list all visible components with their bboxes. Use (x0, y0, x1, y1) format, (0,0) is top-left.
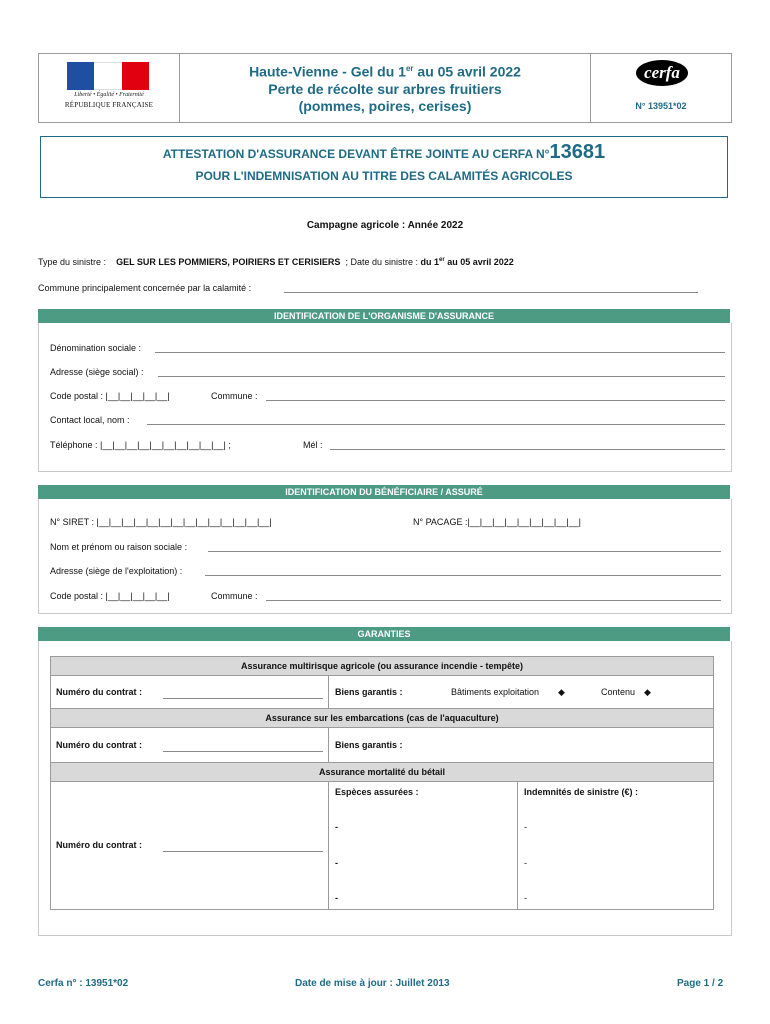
multirisque-contrat-field[interactable] (163, 698, 323, 699)
especes-cell (328, 781, 518, 910)
benef-nom-field[interactable] (208, 551, 721, 552)
org-contact-label: Contact local, nom : (50, 415, 130, 425)
especes-dash-3[interactable]: - (335, 893, 338, 903)
multirisque-biens-cell (328, 675, 714, 709)
sinistre-type-label: Type du sinistre : (38, 257, 107, 267)
cerfa-number: N° 13951*02 (635, 101, 687, 111)
sinistre-row (38, 257, 514, 267)
republic-name: RÉPUBLIQUE FRANÇAISE (64, 101, 154, 109)
title-line1-sup: er (405, 64, 414, 73)
form-title (179, 60, 591, 115)
especes-label: Espèces assurées : (335, 787, 419, 797)
benef-pacage-field[interactable]: N° PACAGE :|__|__|__|__|__|__|__|__|__| (413, 517, 581, 527)
multirisque-contrat-label: Numéro du contrat : (56, 687, 143, 697)
cerfa-logo: cerfa (636, 60, 688, 86)
indemnites-dash-2[interactable]: - (524, 858, 527, 868)
org-adresse-label: Adresse (siège social) : (50, 367, 144, 377)
contenu-checkbox-icon[interactable]: ◆ (644, 687, 651, 697)
benef-commune-field[interactable] (266, 600, 721, 601)
attestation-line2: POUR L'INDEMNISATION AU TITRE DES CALAMITÉS AGRICOLES (195, 169, 573, 183)
mortalite-contrat-cell (50, 781, 329, 910)
republique-logo-cell (39, 54, 180, 122)
embarcations-contrat-label: Numéro du contrat : (56, 740, 143, 750)
commune-concernee-field[interactable] (284, 292, 698, 293)
org-telephone-field[interactable]: Téléphone : |__|__|__|__|__|__|__|__|__|__| ; (50, 440, 231, 450)
campagne-title: Campagne agricole : Année 2022 (306, 220, 464, 231)
indemnites-dash-3[interactable]: - (524, 893, 527, 903)
multirisque-header: Assurance multirisque agricole (ou assurance incendie - tempête) (50, 656, 714, 676)
mortalite-header: Assurance mortalité du bétail (50, 762, 714, 782)
sinistre-date-value: du 1er au 05 avril 2022 (420, 257, 514, 267)
embarcations-biens-cell (328, 727, 714, 763)
sinistre-date-label: ; Date du sinistre : (345, 257, 418, 267)
title-line1-a: Haute-Vienne - Gel du 1 (249, 63, 406, 80)
multirisque-contrat-cell (50, 675, 329, 709)
org-mel-field[interactable] (330, 449, 725, 450)
attestation-text: ATTESTATION D'ASSURANCE DEVANT ÊTRE JOINTE AU CERFA N° (162, 147, 550, 161)
org-adresse-field[interactable] (158, 376, 725, 377)
multirisque-biens-label: Biens garantis : (335, 687, 403, 697)
republic-motto: Liberté • Égalité • Fraternité (74, 92, 144, 98)
org-mel-label: Mél : (303, 440, 323, 450)
footer-cerfa-number: Cerfa n° : 13951*02 (38, 978, 129, 989)
cerfa-cell (590, 54, 731, 122)
benef-nom-label: Nom et prénom ou raison sociale : (50, 542, 188, 552)
benef-code-postal-field[interactable]: Code postal : |__|__|__|__|__| (50, 591, 170, 601)
org-code-postal-field[interactable]: Code postal : |__|__|__|__|__| (50, 391, 170, 401)
footer-update-date: Date de mise à jour : Juillet 2013 (295, 978, 450, 989)
mortalite-contrat-label: Numéro du contrat : (56, 840, 143, 850)
indemnites-dash-1[interactable]: - (524, 822, 527, 832)
org-denomination-label: Dénomination sociale : (50, 343, 142, 353)
contenu-label: Contenu (601, 687, 636, 697)
attestation-cerfa-number: 13681 (549, 141, 606, 163)
marianne-flag-icon (67, 62, 149, 90)
benef-siret-field[interactable]: N° SIRET : |__|__|__|__|__|__|__|__|__|__|__|__|__|__| (50, 517, 272, 527)
form-header (38, 53, 732, 123)
embarcations-contrat-cell (50, 727, 329, 763)
embarcations-header: Assurance sur les embarcations (cas de l'aquaculture) (50, 708, 714, 728)
attestation-line1 (41, 141, 727, 164)
footer-page-number: Page 1 / 2 (677, 978, 724, 989)
title-line2: Perte de récolte sur arbres fruitiers (268, 80, 502, 97)
section-garanties-heading: GARANTIES (38, 627, 730, 641)
indemnites-label: Indemnités de sinistre (€) : (524, 787, 639, 797)
section-organisme-heading: IDENTIFICATION DE L'ORGANISME D'ASSURANCE (38, 309, 730, 323)
org-contact-field[interactable] (147, 424, 725, 425)
mortalite-contrat-field[interactable] (163, 851, 323, 852)
commune-concernee-label: Commune principalement concernée par la calamité : (38, 283, 252, 293)
batiments-checkbox-icon[interactable]: ◆ (558, 687, 565, 697)
embarcations-contrat-field[interactable] (163, 751, 323, 752)
embarcations-biens-label: Biens garantis : (335, 740, 403, 750)
especes-dash-2[interactable]: - (335, 858, 338, 868)
section-beneficiaire-heading: IDENTIFICATION DU BÉNÉFICIAIRE / ASSURÉ (38, 485, 730, 499)
benef-commune-label: Commune : (211, 591, 258, 601)
org-commune-field[interactable] (266, 400, 725, 401)
especes-dash-1[interactable]: - (335, 822, 338, 832)
benef-adresse-label: Adresse (siège de l'exploitation) : (50, 566, 183, 576)
title-line1-b: au 05 avril 2022 (413, 63, 521, 80)
title-line3: (pommes, poires, cerises) (298, 97, 472, 114)
indemnites-cell (517, 781, 714, 910)
org-commune-label: Commune : (211, 391, 258, 401)
batiments-label: Bâtiments exploitation (451, 687, 540, 697)
garanties-table (50, 656, 714, 910)
sinistre-type-value: GEL SUR LES POMMIERS, POIRIERS ET CERISIERS (116, 257, 341, 267)
org-denomination-field[interactable] (155, 352, 725, 353)
attestation-box (40, 136, 728, 198)
benef-adresse-field[interactable] (205, 575, 721, 576)
